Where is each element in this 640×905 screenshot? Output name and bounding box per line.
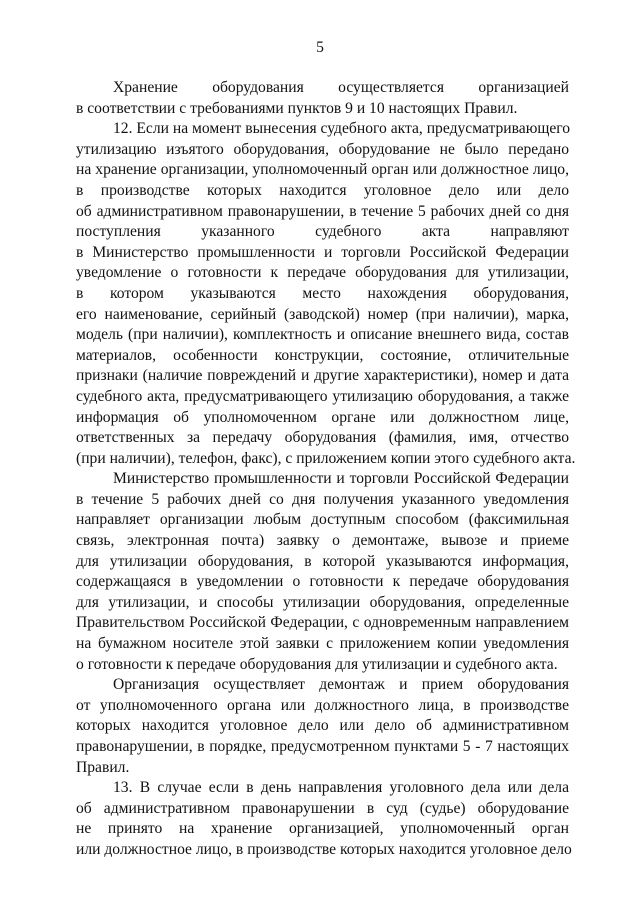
text-line: Правительством Российской Федерации, с одновременным направлением [76, 614, 569, 632]
text-line: правонарушении, в порядке, предусмотренном пунктами 5 - 7 настоящих [76, 738, 569, 755]
text-line: (при наличии), телефон, факс), с приложением копии этого судебного акта. [76, 449, 576, 467]
paragraph [76, 778, 572, 860]
text-line: признаки (наличие повреждений и другие характеристики), номер и дата [76, 367, 569, 385]
text-line: Организация осуществляет демонтаж и прием оборудования [113, 676, 569, 694]
text-line: судебного акта, предусматривающего утилизацию оборудования, а также [76, 387, 569, 405]
text-line: на бумажном носителе этой заявки с приложением копии уведомления [76, 635, 569, 653]
text-line: 13. В случае если в день направления уголовного дела или дела [113, 779, 569, 797]
text-line: которых находится уголовное дело или дело об административном [76, 717, 569, 735]
text-line: поступления указанного судебного акта направляют [76, 223, 569, 241]
document-body [76, 78, 576, 861]
text-line: модель (при наличии), комплектность и описание внешнего вида, состав [76, 326, 569, 344]
text-line: для утилизации оборудования, в которой указываются информация, [76, 552, 569, 570]
paragraph [76, 78, 569, 119]
paragraph [76, 469, 569, 675]
text-line: об административном правонарушении в суд (судье) оборудование [76, 799, 569, 817]
text-line: 12. Если на момент вынесения судебного акта, предусматривающего [113, 120, 571, 138]
text-line: содержащаяся в уведомлении о готовности к передаче оборудования [76, 573, 569, 591]
text-line: в производстве которых находится уголовное дело или дело [76, 181, 569, 199]
paragraph [76, 119, 576, 469]
text-line: для утилизации, и способы утилизации оборудования, определенные [76, 593, 569, 611]
text-line: направляет организации любым доступным способом (факсимильная [76, 511, 569, 529]
page-number: 5 [316, 39, 324, 56]
text-line: утилизацию изъятого оборудования, оборудование не было передано [76, 140, 569, 158]
text-line: ответственных за передачу оборудования (фамилия, имя, отчество [76, 429, 569, 447]
text-line: в течение 5 рабочих дней со дня получения указанного уведомления [76, 490, 569, 508]
text-line: в Министерство промышленности и торговли Российской Федерации [76, 243, 569, 261]
text-line: Министерство промышленности и торговли Российской Федерации [113, 470, 569, 488]
text-line: об административном правонарушении, в течение 5 рабочих дней со дня [76, 202, 569, 220]
text-line: связь, электронная почта) заявку о демонтаже, вывозе и приеме [76, 532, 569, 550]
text-line: его наименование, серийный (заводской) номер (при наличии), марка, [76, 305, 569, 323]
text-line: уведомление о готовности к передаче оборудования для утилизации, [76, 264, 569, 282]
text-line: в котором указываются место нахождения оборудования, [76, 284, 569, 302]
paragraph [76, 675, 569, 778]
text-line: на хранение организации, уполномоченный орган или должностное лицо, [76, 161, 569, 179]
text-line: от уполномоченного органа или должностного лица, в производстве [76, 696, 569, 714]
text-line: в соответствии с требованиями пунктов 9 и 10 настоящих Правил. [76, 99, 518, 117]
text-line: материалов, особенности конструкции, состояние, отличительные [76, 346, 569, 364]
text-line: не принято на хранение организацией, уполномоченный орган [76, 820, 569, 838]
text-line: Правил. [76, 758, 130, 776]
text-line: Хранение оборудования осуществляется организацией [113, 79, 569, 96]
text-line: или должностное лицо, в производстве которых находится уголовное дело [76, 840, 572, 858]
text-line: информация об уполномоченном органе или должностном лице, [76, 408, 569, 426]
text-line: о готовности к передаче оборудования для утилизации и судебного акта. [76, 655, 558, 673]
